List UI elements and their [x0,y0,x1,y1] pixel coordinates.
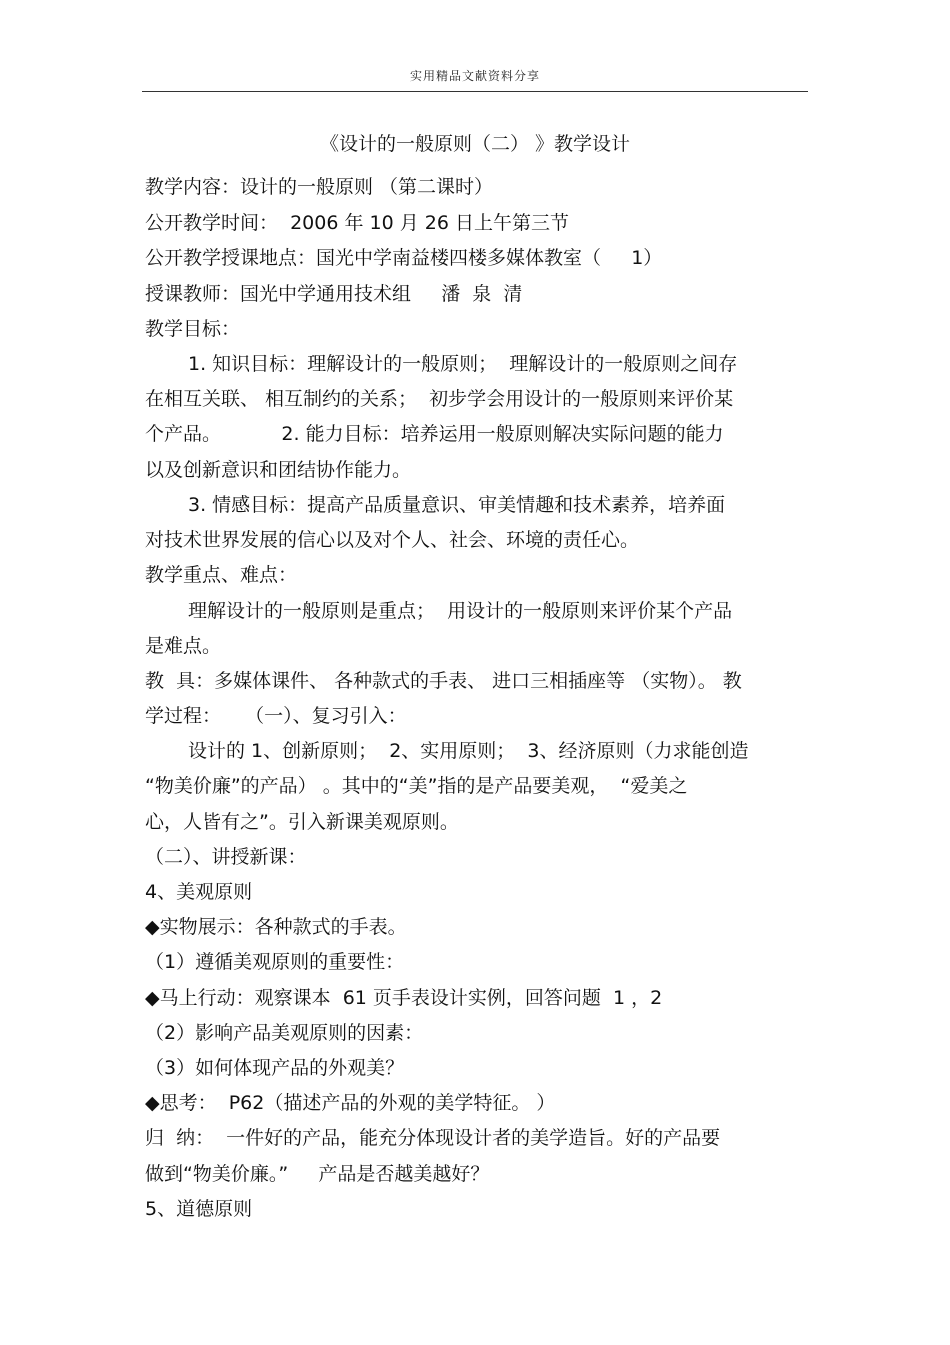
body-line: 3. 情感目标：提高产品质量意识、审美情趣和技术素养，培养面 [188,494,726,516]
body-line: （1）遵循美观原则的重要性： [145,951,405,973]
page-header: 实用精品文献资料分享 [409,69,540,83]
section-heading: 4、美观原则 [145,881,253,903]
body-line: 个产品。 2. 能力目标：培养运用一般原则解决实际问题的能力 [145,423,724,445]
body-line: 心，人皆有之”。引入新课美观原则。 [145,811,459,833]
key-points-heading: 教学重点、难点： [145,564,298,586]
objectives-heading: 教学目标： [145,318,241,340]
body-line: 做到“物美价廉。” 产品是否越美越好？ [145,1163,490,1185]
body-line: ◆马上行动：观察课本 61 页手表设计实例，回答问题 1 ，2 [145,987,663,1009]
teaching-time-line: 公开教学时间： 2006 年 10 月 26 日上午第三节 [145,212,569,234]
body-line: 归 纳： 一件好的产品，能充分体现设计者的美学造旨。好的产品要 [145,1127,721,1149]
body-line: （2）影响产品美观原则的因素： [145,1022,424,1044]
body-line: 理解设计的一般原则是重点； 用设计的一般原则来评价某个产品 [188,600,733,622]
body-line: 对技术世界发展的信心以及对个人、社会、环境的责任心。 [145,529,640,551]
teaching-location-line: 公开教学授课地点：国光中学南益楼四楼多媒体教室（ 1） [145,247,663,269]
body-line: 1. 知识目标：理解设计的一般原则； 理解设计的一般原则之间存 [188,353,738,375]
body-line: 学过程： （一）、复习引入： [145,705,407,727]
body-line: 在相互关联、 相互制约的关系； 初步学会用设计的一般原则来评价某 [145,388,734,410]
document-title: 《设计的一般原则（二） 》教学设计 [319,133,631,155]
header-divider [142,91,808,92]
body-line: “物美价廉”的产品） 。其中的“美”指的是产品要美观， “爱美之 [145,775,688,797]
body-line: 以及创新意识和团结协作能力。 [145,459,412,481]
body-line: ◆实物展示：各种款式的手表。 [145,916,407,938]
teaching-content-line: 教学内容：设计的一般原则 （第二课时） [145,176,494,198]
body-line: 教 具：多媒体课件、 各种款式的手表、 进口三相插座等 （实物）。 教 [145,670,742,692]
body-line: ◆思考： P62（描述产品的外观的美学特征。 ） [145,1092,556,1114]
body-line: 是难点。 [145,635,222,657]
section-heading: 5、道德原则 [145,1198,253,1220]
body-line: 设计的 1、创新原则； 2、实用原则； 3、经济原则（力求能创造 [188,740,749,762]
teacher-line: 授课教师：国光中学通用技术组 潘 泉 清 [145,283,523,305]
body-line: （3）如何体现产品的外观美？ [145,1057,405,1079]
section-heading: （二）、讲授新课： [145,846,307,868]
